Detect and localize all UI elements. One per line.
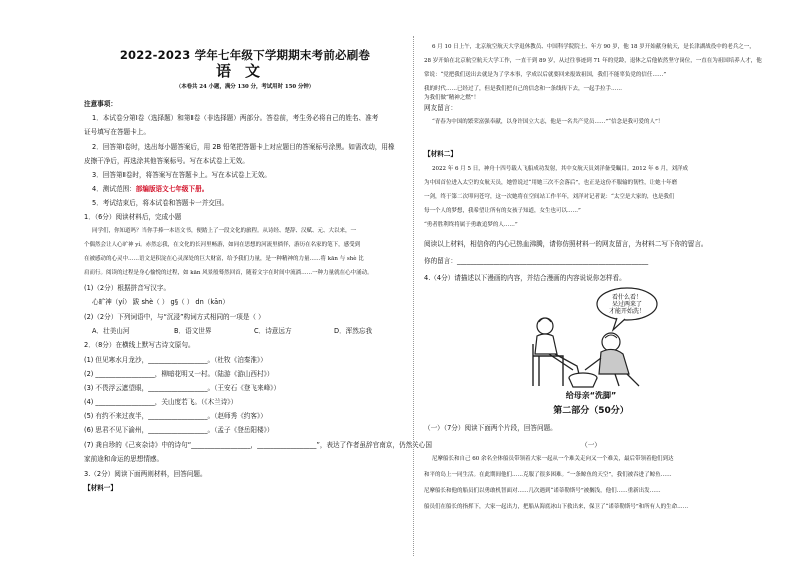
section1-sub: （一） (581, 441, 601, 449)
q4-stem: 4.（4分）请描述以下漫画的内容，并结合漫画的内容说说你怎样看。 (424, 274, 626, 282)
q2-line: 家前途和命运的思想情感。 (84, 455, 164, 463)
your-message: 你的留言：__________________________________________________________ (424, 257, 649, 265)
bubble-line-2: 呆过两来了 (611, 301, 643, 308)
q1-stem: 1．（6分）阅读材料后，完成小题 (84, 213, 182, 221)
q2-stem: 2．（8分）在横线上默写古诗文原句。 (84, 341, 195, 349)
q1-option-a: A．壮美山河 (92, 327, 130, 335)
note-line: 皮擦干净后，再选涂其他答案标号。写在本试卷上无效。 (84, 157, 249, 165)
q1-sub1: (1)（2分）根据拼音写汉字。 (84, 284, 171, 292)
q3-stem: 3.（2分）阅读下面两则材料，回答问题。 (84, 470, 207, 478)
para3-line: 尼摩船长和他的船员们以勇敢机智面对……几次遇到“诺蒂勒斯号”被搁浅，他们……重新出发…… (424, 488, 661, 494)
para3-line: 船员们在船长的指挥下，大家一起出力，把船从海底冰山下救出来，保卫了“诺蒂勒斯号”和所有人的生命…… (424, 504, 689, 510)
note-line: 证号填写在答题卡上。 (84, 128, 150, 136)
para3-line: 尼摩船长和自己 60 余名全体船员带领着大家一起从一个难关走向又一个难关，最后带领着他们到达 (432, 456, 674, 462)
para1-line: 我的时代……已经过了，但是我们把自己的信念和一条线传下去，一起手拉手…… (424, 86, 623, 92)
note-line: 1．本试卷分第Ⅰ卷（选择题）和第Ⅱ卷（非选择题）两部分。答卷前，考生务必将自己的姓名、准考 (92, 114, 379, 122)
netizen-comment: “青春为中国的繁荣富强奉献，以身许国立大志，他是一名共产党员……”“信念是我可爱的人”！ (432, 119, 664, 125)
material1-label: 【材料一】 (84, 484, 117, 492)
q2-line: (1) 但见寒水月龙沙，__________________。（杜牧《泊秦淮》） (84, 356, 267, 364)
q1-passage-line: 个偶然会让人心旷神 yí。赤然忘我，在文化的长河里畅游，如同在思想的河流里徜徉，游历在名家的笔下，感受到 (84, 242, 361, 248)
para1-line: 常说：“党把我们送出去就是为了学本事，学成以后就要回来报效祖国，我们不能辜负党的信任……” (424, 72, 667, 78)
para2-line: 每一个人的梦想，我希望让所有的女孩子知道，女生也可以……” (424, 208, 581, 214)
test-scope-label: 4．测试范围： (92, 185, 136, 193)
q1-passage-line: 在被感动的心灵中……语文是积淀在心灵深处的巨大财富，给予我们力量，是一种精神的力量……将 kān 与 shè 比 (84, 256, 364, 262)
material2-label: 【材料二】 (424, 150, 457, 158)
para3-line: 和平的岛上一同生活。在此期间他们……克服了很多困难。“一条鲸鱼的天空”，我们被吞进了鲸鱼…… (424, 472, 672, 478)
note-line (92, 185, 208, 193)
cartoon-caption: 给母亲“洗脚” (565, 391, 617, 400)
read-task: 阅读以上材料，相信你的内心已热血沸腾，请你仿照材料一的网友留言，为材料二写下你的留言。 (424, 240, 708, 248)
part2-heading: 第二部分（50分） (553, 406, 629, 416)
q2-line: (5) 有约不来过夜半，__________________。（赵师秀《约客》） (84, 412, 267, 420)
test-scope-value: 部编版语文七年级下册。 (135, 185, 209, 193)
exam-title: 2022-2023 学年七年级下学期期末考前必刷卷 (119, 48, 371, 62)
exam-subject: 语文 (215, 62, 274, 80)
note-line: 2．回答第Ⅰ卷时，选出每小题答案后，用 2B 铅笔把答题卡上对应题目的答案标号涂黑。如需改动，用橡 (92, 143, 395, 151)
q1-passage-line: 同学们，你知道吗？当你手捧一本语文书，便踏上了一段文化的旅程。从诗经、楚辞、汉赋、元、大以来，一 (92, 228, 357, 234)
para1-line: 28 岁开始在北京航空航天大学工作，一直干到 89 岁，从过往事迹到 71 年的党龄，退休之后他依然坚守岗位，一直在为祖国培养人才，他 (424, 58, 762, 64)
bubble-line-1: 看什么看！ (611, 294, 643, 301)
q2-line: (2) __________________，柳暗花明又一村。（陆游《游山西村》） (84, 370, 274, 378)
para2-line: “勇者胜利终将属于勇敢追梦的人……” (424, 222, 518, 228)
q1-sub2: (2)（2分）下列词语中，与“沉浸”构词方式相同的一项是（ ） (84, 313, 265, 321)
section1-stem: （一）（7分）阅读下面两个片段，回答问题。 (424, 424, 557, 432)
para1-line: 6 月 10 日上午，北京航空航天大学退休教员、中国科学院院士、年方 90 岁，他 18 岁开始献身航天，是长津湖战役中的老兵之一， (432, 44, 755, 50)
q1-passage-line: 肩而行。阅读的过程是身心愉悦的过程，如 kān 风景般蓦然回首，随着文字在时间中流淌……一种力量就在心中涌动。 (84, 270, 373, 276)
q1-pinyin: 心旷神（yí） 跋 shè（ ） g§（ ） dn（kān） (92, 298, 229, 306)
q1-option-d: D．浑然忘我 (334, 327, 373, 335)
q2-line: (3) 不畏浮云遮望眼，__________________。（王安石《登飞来峰》） (84, 384, 281, 392)
notes-heading: 注意事项： (84, 100, 117, 108)
cartoon-illustration (519, 286, 659, 390)
note-line: 3．回答第Ⅱ卷时，将答案写在答题卡上。写在本试卷上无效。 (92, 171, 271, 179)
bubble-line-3: 才能开始洗！ (608, 308, 646, 315)
para2-line: 为中国首位进入太空的女航天员，她曾说过“用她三次不会落后”，也正是这份不服输的韧性，让她十年磨 (424, 180, 678, 186)
para2-line: 2022 年 6 月 5 日，神舟十四号载人飞船成功发射，其中女航天员刘洋备受瞩目。2012 年 6 月，刘洋成 (432, 166, 688, 172)
exam-info: （本卷共 24 小题，满分 130 分，考试用时 150 分钟） (175, 84, 315, 90)
para2-line: 一剑，终于第二次叩问苍穹，这一次她将在空间站工作半年，刘洋对记者说：“太空是大家的，也是我们 (424, 194, 675, 200)
note-line: 5．考试结束后，将本试卷和答题卡一并交回。 (92, 199, 229, 207)
q1-option-c: C．诗意远方 (254, 327, 292, 335)
netizen-label: 网友留言： (424, 104, 457, 112)
q1-option-b: B．语文世界 (174, 327, 212, 335)
q2-line: (7) 龚自珍的《己亥杂诗》中的诗句“__________________，__________________”，表达了作者虽辞官南京，仍然关心国 (84, 441, 432, 449)
column-divider (413, 36, 415, 556)
para1-line: 为我们做“精神之燃”！ (424, 95, 480, 101)
q2-line: (4) __________________，关山度若飞。（《木兰诗》） (84, 398, 238, 406)
q2-line: (6) 思君不见下渝州，__________________。（孟子《登岳阳楼》） (84, 426, 274, 434)
